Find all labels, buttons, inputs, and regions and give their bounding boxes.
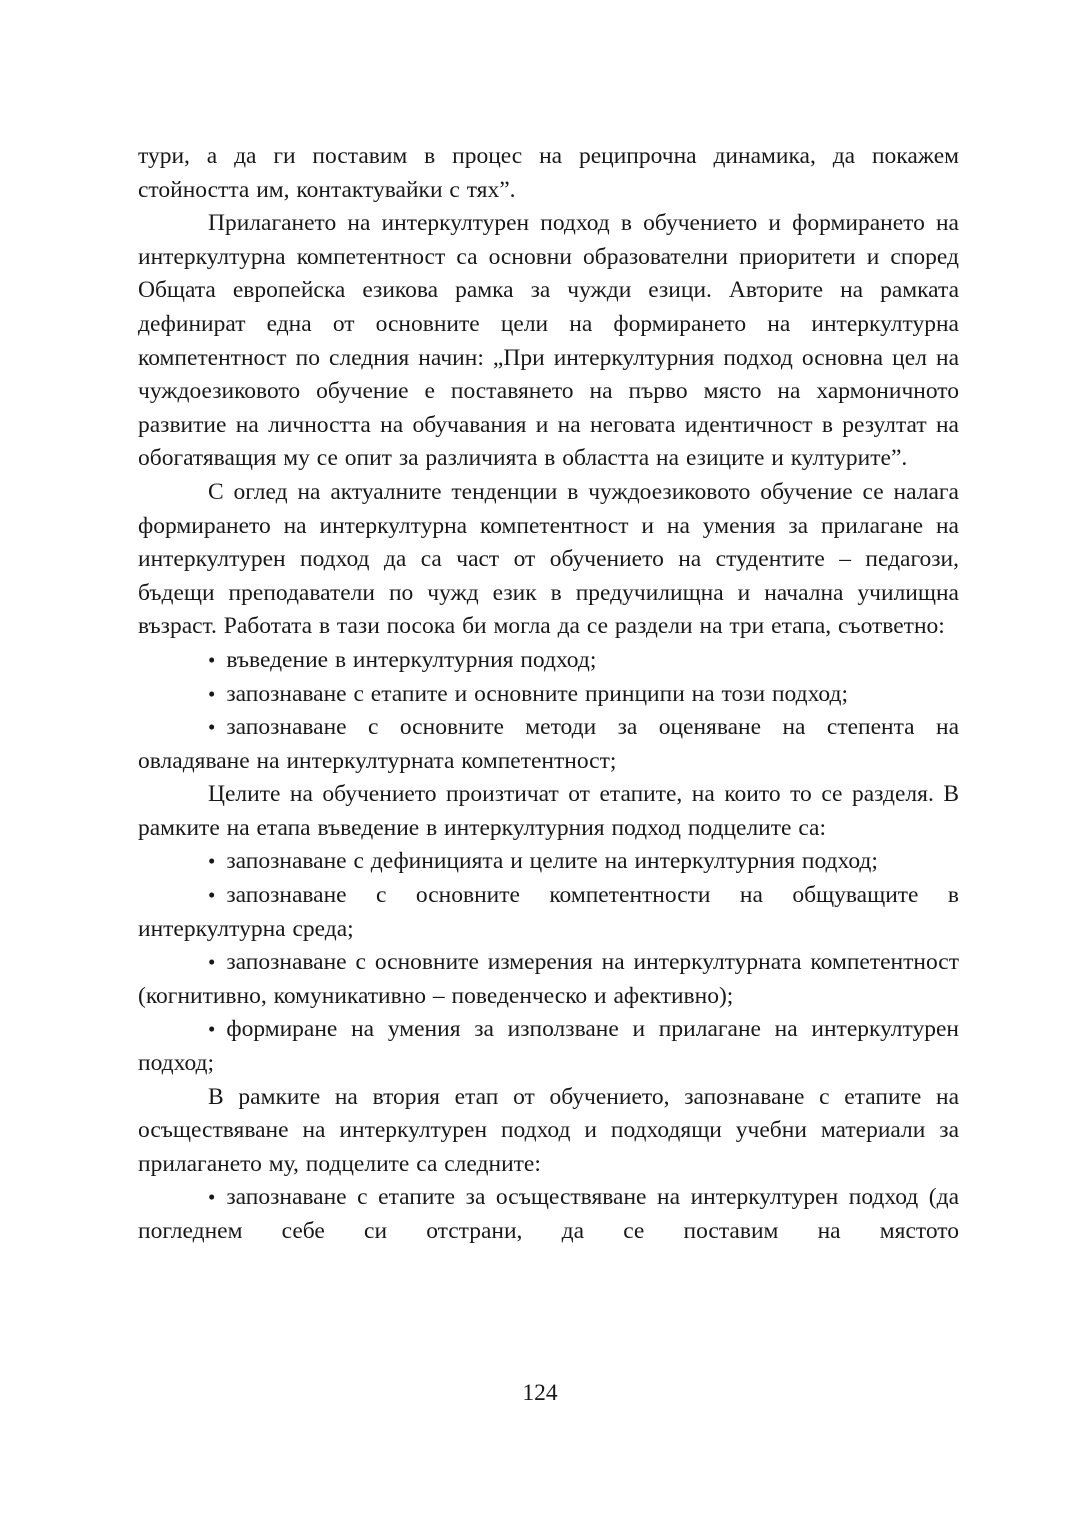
bullet-item xyxy=(138,1013,959,1080)
bullet-item xyxy=(138,644,959,678)
bullet-icon: • xyxy=(208,715,216,740)
bullet-icon: • xyxy=(208,647,216,672)
bullet-item xyxy=(138,845,959,879)
paragraph-continuation: тури, а да ги поставим в процес на реципрочна динамика, да покажем стойността им, контактувайки с тях”. xyxy=(138,143,959,203)
bullet-text: запознаване с основните измерения на интеркултурната компетентност (когнитивно, комуникативно – поведенческо и афективно); xyxy=(138,949,959,1009)
bullet-item xyxy=(138,1181,959,1248)
bullet-icon: • xyxy=(208,883,216,908)
page-number: 124 xyxy=(522,1380,558,1406)
bullet-text: запознаване с етапите и основните принципи на този подход; xyxy=(226,680,848,707)
bullet-item xyxy=(138,711,959,778)
bullet-text: запознаване с етапите за осъществяване на интеркултурен подход (да погледнем себе си отстрани, да се поставим на мястото xyxy=(138,1184,959,1244)
bullet-item xyxy=(138,678,959,712)
bullet-text: въведение в интеркултурния подход; xyxy=(226,646,597,673)
paragraph: С оглед на актуалните тенденции в чуждоезиковото обучение се налага формирането на интеркултурна компетентност и на умения за прилагане на интеркултурен подход да са част от обучението на студентите – педагози, бъдещи преподаватели по чужд език в предучилищна и начална училищна възраст. Работата в тази посока би могла да се раздели на три етапа, съответно: xyxy=(138,478,959,640)
bullet-icon: • xyxy=(208,1017,216,1042)
bullet-text: формиране на умения за използване и прилагане на интеркултурен подход; xyxy=(138,1016,959,1077)
bullet-icon: • xyxy=(208,681,216,706)
bullet-icon: • xyxy=(208,1185,216,1210)
paragraph: Целите на обучението произтичат от етапите, на които то се разделя. В рамките на етапа въведение в интеркултурния подход подцелите са: xyxy=(138,781,959,841)
bullet-item xyxy=(138,946,959,1013)
bullet-text: запознаване с дефиницията и целите на интеркултурния подход; xyxy=(226,848,878,875)
bullet-item xyxy=(138,879,959,946)
paragraph: В рамките на втория етап от обучението, запознаване с етапите на осъществяване на интеркултурен подход и подходящи учебни материали за прилагането му, подцелите са следните: xyxy=(138,1083,959,1177)
bullet-text: запознаване с основните компетентности на общуващите в интеркултурна среда; xyxy=(138,882,959,942)
bullet-icon: • xyxy=(208,950,216,975)
paragraph: Прилагането на интеркултурен подход в обучението и формирането на интеркултурна компетентност са основни образователни приоритети и според Общата европейска езикова рамка за чужди езици. Авторите на рамката дефинират една от основните цели на формирането на интеркултурна компетентност по следния начин: „При интеркултурния подход основна цел на чуждоезиковото обучение е поставянето на първо място на хармоничното развитие на личността на обучавания и на неговата идентичност в резултат на обогатяващия му се опит за различията в областта на езиците и културите”. xyxy=(138,210,959,472)
bullet-text: запознаване с основните методи за оценяване на степента на овладяване на интеркултурната компетентност; xyxy=(138,714,959,774)
document-page xyxy=(138,140,959,1249)
bullet-icon: • xyxy=(208,849,216,874)
